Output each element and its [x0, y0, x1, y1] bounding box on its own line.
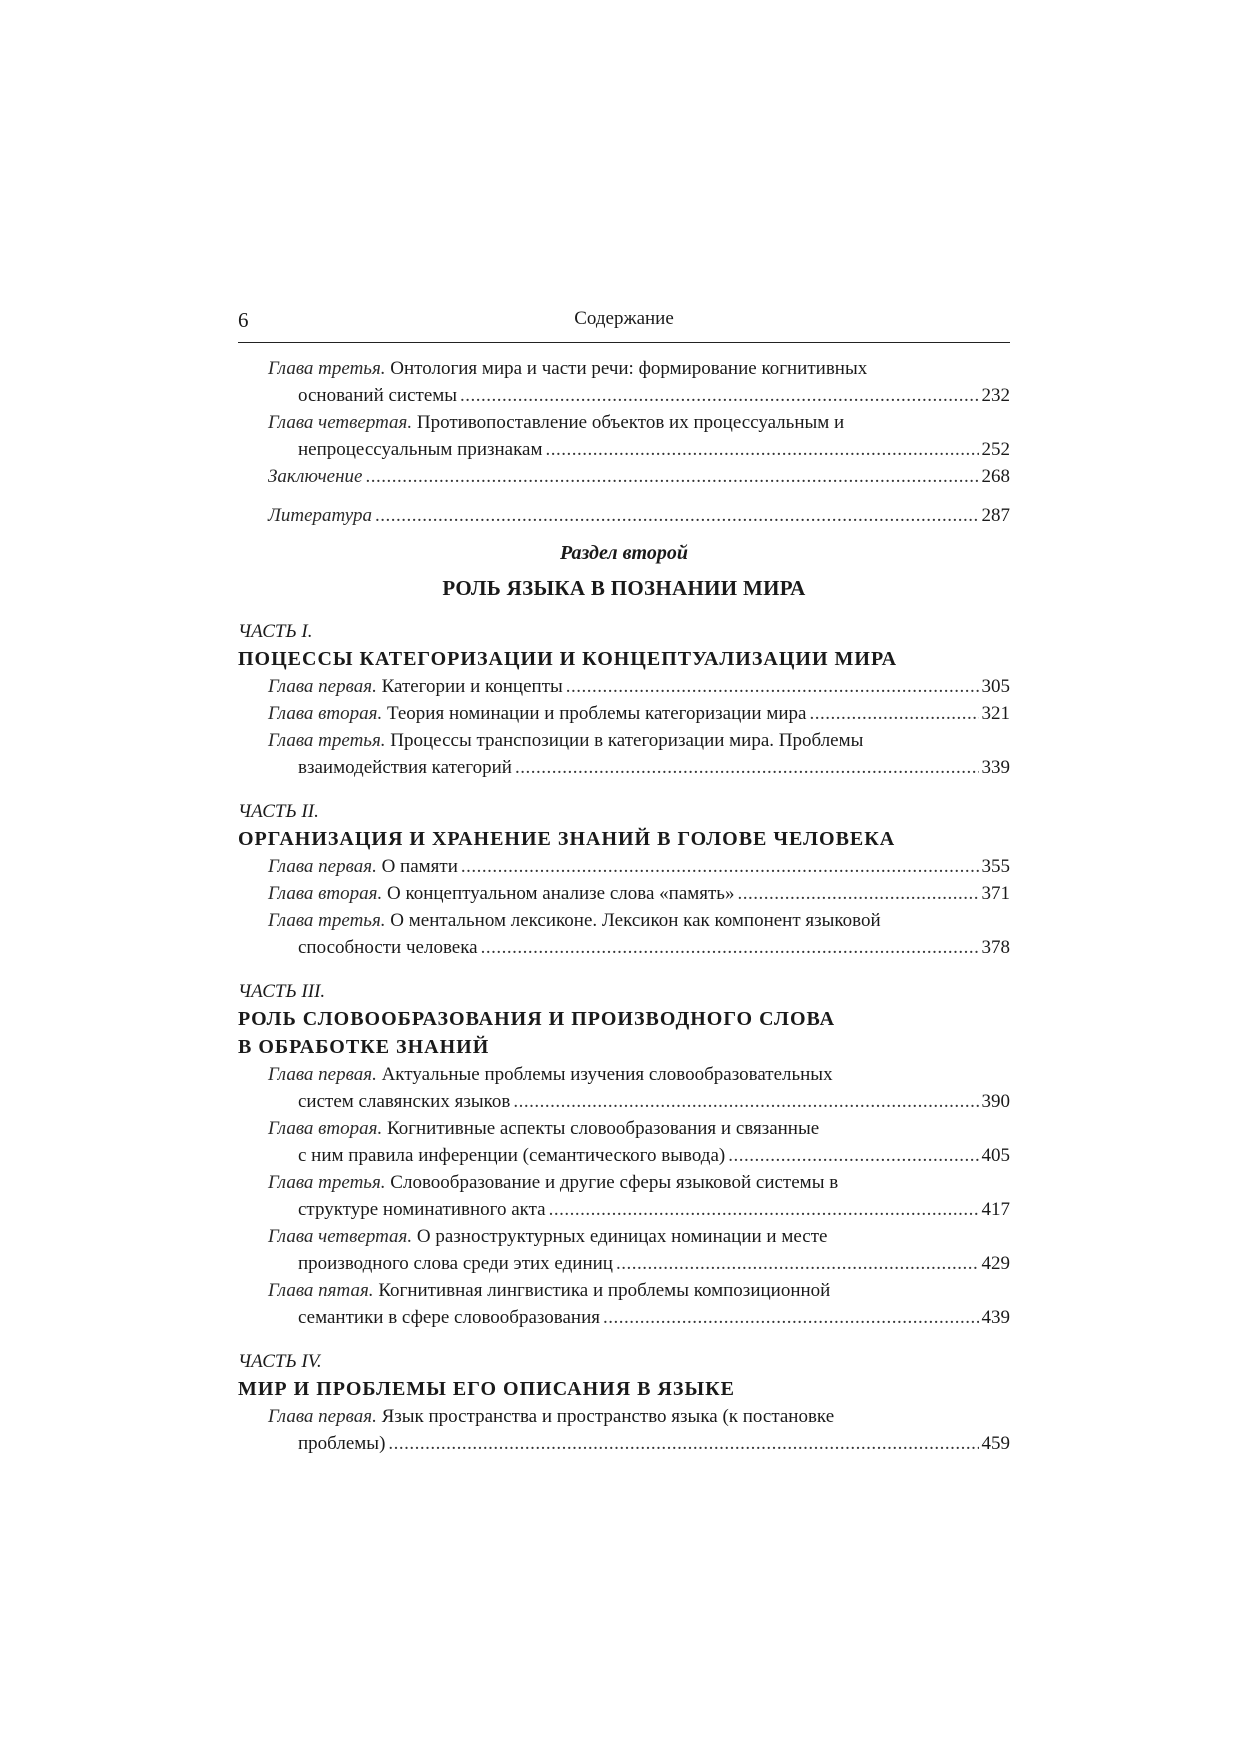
- chapter-label: Глава первая.: [268, 856, 377, 877]
- entry-title-line1: Онтология мира и части речи: формирование когнитивных: [390, 358, 868, 379]
- entry-title-line1: О разноструктурных единицах номинации и месте: [416, 1226, 828, 1247]
- entry-title-line2: систем славянских языков: [298, 1091, 511, 1112]
- top-entries: [238, 355, 1010, 529]
- part-label: ЧАСТЬ I.: [238, 621, 313, 642]
- leader-dots: [546, 436, 979, 463]
- chapter-label: Глава четвертая.: [268, 412, 413, 433]
- entry-page: 268: [981, 466, 1010, 487]
- part-title: В ОБРАБОТКЕ ЗНАНИЙ: [238, 1036, 490, 1058]
- toc-entry[interactable]: [238, 1277, 1010, 1331]
- entry-title-line2: О концептуальном анализе слова «память»: [386, 883, 735, 904]
- toc-entry[interactable]: [238, 907, 1010, 961]
- entry-page: 232: [981, 385, 1010, 406]
- toc-part: [238, 1349, 1010, 1457]
- toc-entry[interactable]: [238, 1223, 1010, 1277]
- toc-entry[interactable]: [238, 700, 1010, 727]
- chapter-label: Глава третья.: [268, 1172, 386, 1193]
- conclusion-label: Заключение: [268, 466, 363, 487]
- part-title: ПОЦЕССЫ КАТЕГОРИЗАЦИИ И КОНЦЕПТУАЛИЗАЦИИ МИРА: [238, 648, 898, 670]
- entry-page: 287: [981, 505, 1010, 526]
- entry-page: 417: [981, 1199, 1010, 1220]
- entry-title-line2: производного слова среди этих единиц: [298, 1253, 613, 1274]
- toc-part: [238, 619, 1010, 781]
- entry-page: 371: [981, 883, 1010, 904]
- section-subtitle: Раздел второй: [560, 542, 688, 564]
- toc-entry[interactable]: [238, 880, 1010, 907]
- literature-label: Литература: [268, 505, 372, 526]
- leader-dots: [515, 754, 979, 781]
- part-label: ЧАСТЬ II.: [238, 801, 319, 822]
- entry-title-line2: оснований системы: [298, 385, 458, 406]
- entry-title-line2: взаимодействия категорий: [298, 757, 512, 778]
- entry-page: 339: [981, 757, 1010, 778]
- entry-title-line2: семантики в сфере словообразования: [298, 1307, 601, 1328]
- leader-dots: [616, 1250, 979, 1277]
- chapter-label: Глава первая.: [268, 1064, 377, 1085]
- entry-title-line1: Когнитивная лингвистика и проблемы композиционной: [378, 1280, 831, 1301]
- toc-part: [238, 979, 1010, 1331]
- entry-page: 405: [981, 1145, 1010, 1166]
- chapter-label: Глава третья.: [268, 730, 386, 751]
- leader-dots: [566, 673, 979, 700]
- entry-title-line2: Категории и концепты: [381, 676, 563, 697]
- entry-page: 321: [981, 703, 1010, 724]
- leader-dots: [513, 1088, 978, 1115]
- chapter-label: Глава четвертая.: [268, 1226, 413, 1247]
- entry-page: 355: [981, 856, 1010, 877]
- toc-entry[interactable]: [238, 673, 1010, 700]
- entry-title-line1: Когнитивные аспекты словообразования и связанные: [386, 1118, 820, 1139]
- entry-title-line1: Противопоставление объектов их процессуальным и: [416, 412, 845, 433]
- entry-title-line1: Словообразование и другие сферы языковой системы в: [390, 1172, 839, 1193]
- entry-page: 459: [981, 1433, 1010, 1454]
- leader-dots: [365, 463, 978, 490]
- toc-page: [238, 306, 1010, 1457]
- leader-dots: [549, 1196, 979, 1223]
- entry-title-line2: О памяти: [381, 856, 458, 877]
- chapter-label: Глава вторая.: [268, 703, 383, 724]
- page-number: 6: [238, 308, 249, 332]
- entry-title-line2: проблемы): [298, 1433, 386, 1454]
- chapter-label: Глава третья.: [268, 910, 386, 931]
- toc-entry-literature[interactable]: [238, 502, 1010, 529]
- toc-entry[interactable]: [238, 1061, 1010, 1115]
- header-title: Содержание: [574, 308, 674, 329]
- entry-page: 378: [981, 937, 1010, 958]
- entry-title-line2: структуре номинативного акта: [298, 1199, 546, 1220]
- leader-dots: [603, 1304, 978, 1331]
- entry-page: 305: [981, 676, 1010, 697]
- leader-dots: [737, 880, 978, 907]
- chapter-label: Глава пятая.: [268, 1280, 374, 1301]
- leader-dots: [460, 382, 978, 409]
- part-title: МИР И ПРОБЛЕМЫ ЕГО ОПИСАНИЯ В ЯЗЫКЕ: [238, 1378, 735, 1400]
- chapter-label: Глава первая.: [268, 676, 377, 697]
- parts-list: [238, 619, 1010, 1457]
- toc-entry[interactable]: [238, 409, 1010, 463]
- leader-dots: [388, 1430, 978, 1457]
- toc-entry[interactable]: [238, 1115, 1010, 1169]
- entry-title-line2: с ним правила инференции (семантического вывода): [298, 1145, 726, 1166]
- entry-title-line1: О ментальном лексиконе. Лексикон как компонент языковой: [390, 910, 881, 931]
- entry-title-line2: непроцессуальным признакам: [298, 439, 543, 460]
- chapter-label: Глава вторая.: [268, 1118, 383, 1139]
- chapter-label: Глава вторая.: [268, 883, 383, 904]
- toc-entry[interactable]: [238, 355, 1010, 409]
- entry-title-line1: Актуальные проблемы изучения словообразовательных: [381, 1064, 833, 1085]
- entry-title-line1: Процессы транспозиции в категоризации мира. Проблемы: [390, 730, 864, 751]
- leader-dots: [461, 853, 979, 880]
- toc-part: [238, 799, 1010, 961]
- part-title: ОРГАНИЗАЦИЯ И ХРАНЕНИЕ ЗНАНИЙ В ГОЛОВЕ ЧЕЛОВЕКА: [238, 828, 896, 850]
- leader-dots: [728, 1142, 978, 1169]
- entry-page: 390: [981, 1091, 1010, 1112]
- entry-title-line2: способности человека: [298, 937, 478, 958]
- entry-page: 439: [981, 1307, 1010, 1328]
- entry-page: 429: [981, 1253, 1010, 1274]
- leader-dots: [481, 934, 979, 961]
- leader-dots: [375, 502, 979, 529]
- entry-page: 252: [981, 439, 1010, 460]
- section-title: РОЛЬ ЯЗЫКА В ПОЗНАНИИ МИРА: [442, 576, 806, 600]
- toc-entry[interactable]: [238, 853, 1010, 880]
- toc-entry-conclusion[interactable]: [238, 463, 1010, 490]
- part-title: РОЛЬ СЛОВООБРАЗОВАНИЯ И ПРОИЗВОДНОГО СЛОВА: [238, 1008, 836, 1030]
- chapter-label: Глава первая.: [268, 1406, 377, 1427]
- leader-dots: [809, 700, 978, 727]
- chapter-label: Глава третья.: [268, 358, 386, 379]
- toc-entry[interactable]: [238, 1169, 1010, 1223]
- running-header: [238, 306, 1010, 343]
- part-label: ЧАСТЬ IV.: [238, 1351, 322, 1372]
- entry-title-line1: Язык пространства и пространство языка (к постановке: [381, 1406, 835, 1427]
- toc-entry[interactable]: [238, 1403, 1010, 1457]
- entry-title-line2: Теория номинации и проблемы категоризации мира: [386, 703, 807, 724]
- toc-entry[interactable]: [238, 727, 1010, 781]
- part-label: ЧАСТЬ III.: [238, 981, 326, 1002]
